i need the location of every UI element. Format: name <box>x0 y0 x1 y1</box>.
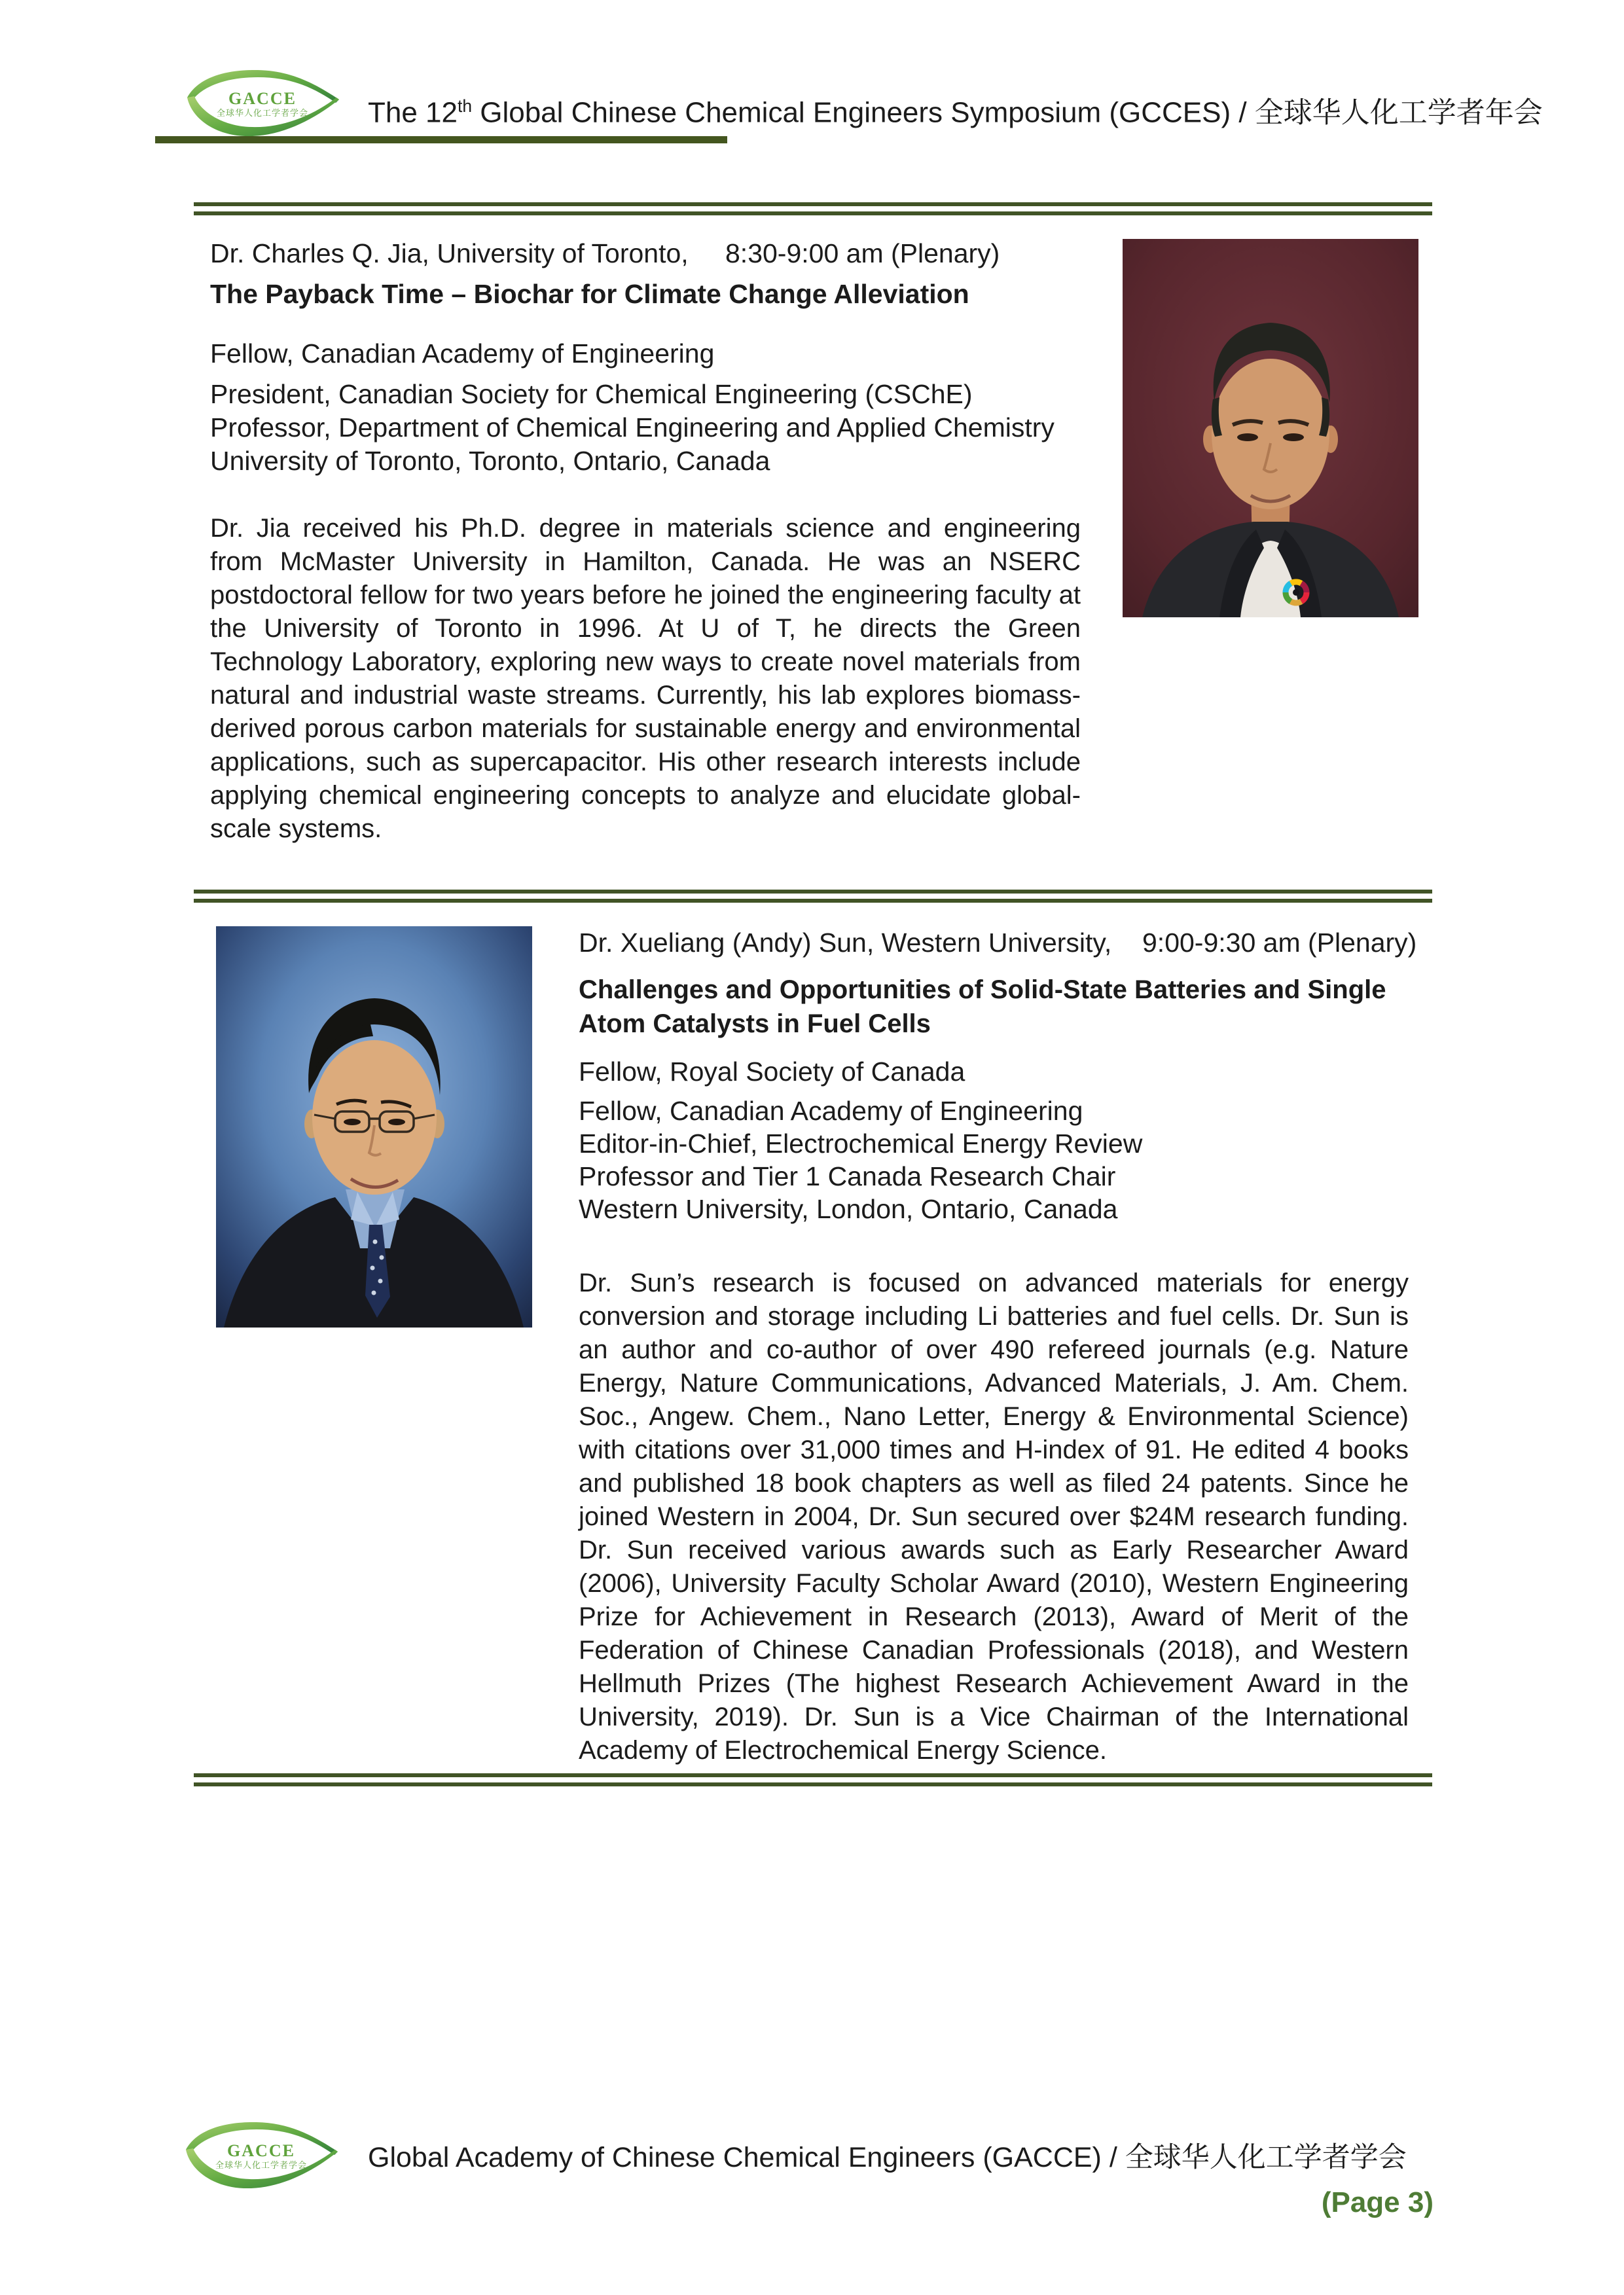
divider-line <box>194 1773 1432 1777</box>
talk-time: 8:30-9:00 am (Plenary) <box>725 238 1000 268</box>
speaker-photo <box>216 926 532 1328</box>
talk-time: 9:00-9:30 am (Plenary) <box>1142 928 1417 958</box>
credential-line: Professor and Tier 1 Canada Research Chair <box>579 1161 1116 1191</box>
credential-line: Fellow, Canadian Academy of Engineering <box>210 338 715 369</box>
credential-line: Fellow, Royal Society of Canada <box>579 1057 965 1087</box>
credential-line: Professor, Department of Chemical Engineering and Applied Chemistry <box>210 412 1055 443</box>
logo-acronym: GACCE <box>227 2141 295 2160</box>
speaker-name-affiliation: Dr. Charles Q. Jia, University of Toronto, <box>210 238 689 268</box>
header-green-bar <box>155 136 727 143</box>
divider-line <box>194 202 1432 206</box>
speaker-bio: Dr. Sun’s research is focused on advanced materials for energy conversion and storage including Li batteries and fuel cells. Dr. Sun is an author and co-author of over 490 refereed journals (e.g. Nature Energy, Nature Communications, Advanced Materials, J. Am. Chem. Soc., Angew. Chem., Nano Letter, Energy & Environmental Science) with citations over 31,000 times and H-index of 91. He edited 4 books and published 18 book chapters as well as filed 24 patents. Since he joined Western in 2004, Dr. Sun secured over $24M research funding. Dr. Sun received various awards such as Early Researcher Award (2006), University Faculty Scholar Award (2010), Western Engineering Prize for Achievement in Research (2013), Award of Merit of the Federation of Chinese Canadian Professionals (2018), and Western Hellmuth Prizes (The highest Research Achievement Award in the University, 2019). Dr. Sun is a Vice Chairman of the International Academy of Electrochemical Energy Science. <box>579 1269 1409 1765</box>
gacce-leaf-icon <box>182 67 343 136</box>
logo-chinese-subtext: 全球华人化工学者学会 <box>215 2160 308 2170</box>
credential-line: Fellow, Canadian Academy of Engineering <box>579 1096 1083 1126</box>
title-superscript: th <box>457 96 472 116</box>
speaker-name-affiliation: Dr. Xueliang (Andy) Sun, Western University, <box>579 928 1112 958</box>
gacce-logo <box>181 2120 342 2188</box>
talk-title: The Payback Time – Biochar for Climate Change Alleviation <box>210 279 969 309</box>
speaker-bio: Dr. Jia received his Ph.D. degree in materials science and engineering from McMaster University in Hamilton, Canada. He was an NSERC postdoctoral fellow for two years before he joined the engineering faculty at the University of Toronto in 1996. At U of T, he directs the Green Technology Laboratory, exploring new ways to create novel materials from natural and industrial waste streams. Currently, his lab explores biomass-derived porous carbon materials for sustainable energy and environmental applications, such as supercapacitor. His other research interests include applying chemical engineering concepts to analyze and elucidate global-scale systems. <box>210 514 1081 843</box>
logo-acronym: GACCE <box>228 89 297 108</box>
gacce-logo <box>182 67 343 136</box>
footer-organization: Global Academy of Chinese Chemical Engineers (GACCE) / 全球华人化工学者学会 <box>368 2142 1407 2173</box>
portrait-charles-jia <box>1123 239 1418 617</box>
section-divider <box>194 890 1432 908</box>
talk-title: Challenges and Opportunities of Solid-State Batteries and Single Atom Catalysts in Fuel Cells <box>579 975 1386 1038</box>
speaker-photo <box>1123 239 1418 617</box>
title-prefix: The 12 <box>368 96 458 129</box>
divider-line <box>194 211 1432 215</box>
credential-line: Editor-in-Chief, Electrochemical Energy Review <box>579 1129 1143 1159</box>
page-title <box>368 89 1543 130</box>
credential-line: President, Canadian Society for Chemical Engineering (CSChE) <box>210 379 973 409</box>
page-number: (Page 3) <box>1321 2186 1434 2218</box>
portrait-xueliang-sun <box>216 926 532 1328</box>
divider-line <box>194 899 1432 903</box>
title-rest: Global Chinese Chemical Engineers Symposium (GCCES) / 全球华人化工学者年会 <box>472 96 1543 129</box>
section-divider <box>194 1773 1432 1792</box>
logo-chinese-subtext: 全球华人化工学者学会 <box>216 108 309 118</box>
section-divider <box>194 202 1432 221</box>
credential-line: Western University, London, Ontario, Canada <box>579 1194 1118 1224</box>
divider-line <box>194 1782 1432 1786</box>
credential-line: University of Toronto, Toronto, Ontario, Canada <box>210 446 770 476</box>
divider-line <box>194 890 1432 894</box>
gacce-leaf-icon <box>181 2120 342 2188</box>
